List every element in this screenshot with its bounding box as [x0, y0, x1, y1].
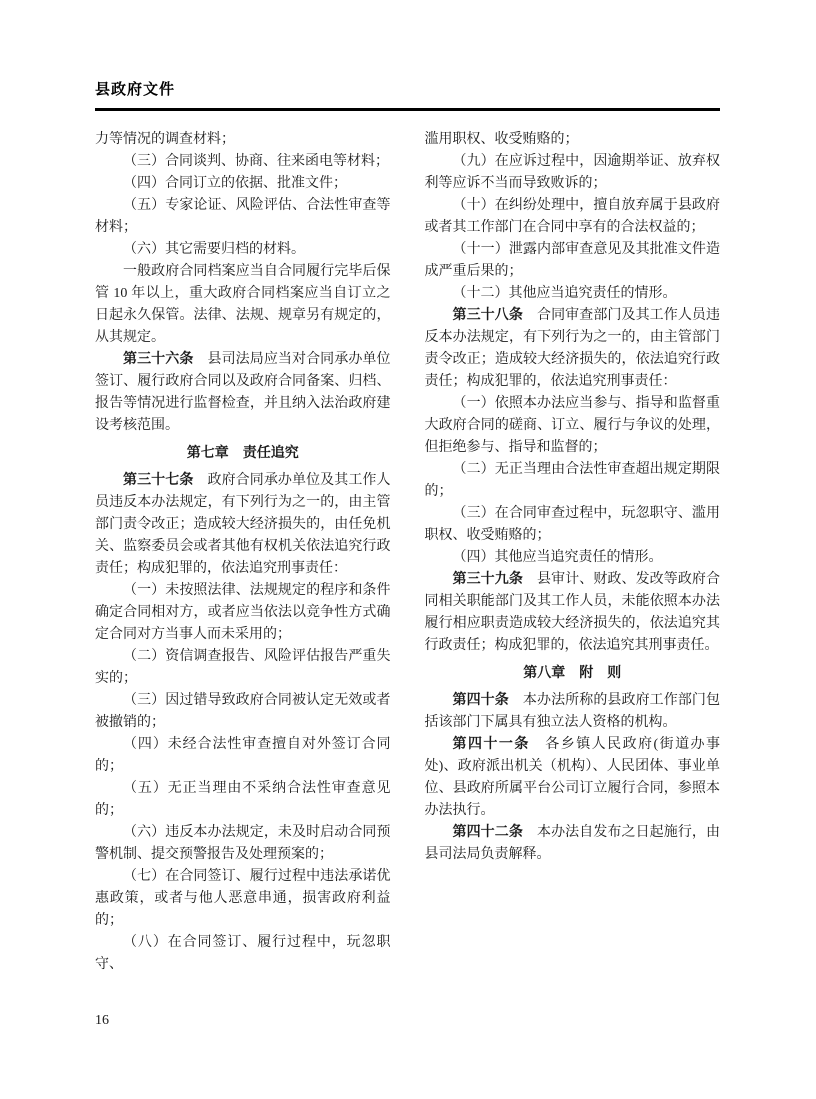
- paragraph: （十二）其他应当追究责任的情形。: [452, 286, 677, 301]
- article-number: 第三十六条: [123, 352, 194, 367]
- article-paragraph: 第三十八条 合同审查部门及其工作人员违反本办法规定，有下列行为之一的，由主管部门责令改正；造成较大经济损失的，依法追究行政责任；构成犯罪的，依法追究刑事责任：: [424, 308, 721, 389]
- paragraph: 一般政府合同档案应当自合同履行完毕后保管 10 年以上，重大政府合同档案应当自订立之日起永久保管。法律、法规、规章另有规定的，从其规定。: [95, 264, 391, 345]
- paragraph: （六）其它需要归档的材料。: [123, 242, 305, 257]
- paragraph: 力等情况的调查材料；: [95, 132, 235, 147]
- paragraph: （五）无正当理由不采纳合法性审查意见的；: [95, 781, 391, 818]
- article-paragraph: 第三十九条 县审计、财政、发改等政府合同相关职能部门及其工作人员，未能依照本办法履行相应职责造成较大经济损失的，依法追究其行政责任；构成犯罪的，依法追究其刑事责任。: [424, 572, 721, 653]
- document-body: [95, 129, 720, 976]
- article-paragraph: 第四十一条 各乡镇人民政府(街道办事处)、政府派出机关（机构）、人民团体、事业单位、县政府所属平台公司订立履行合同，参照本办法执行。: [424, 737, 720, 818]
- paragraph: （十）在纠纷处理中，擅自放弃属于县政府或者其工作部门在合同中享有的合法权益的；: [424, 198, 720, 235]
- paragraph: （五）专家论证、风险评估、合法性审查等材料；: [95, 198, 391, 235]
- article-number: 第三十七条: [123, 473, 194, 488]
- article-paragraph: 第四十二条 本办法自发布之日起施行，由县司法局负责解释。: [424, 825, 721, 862]
- article-number: 第四十一条: [452, 737, 530, 752]
- paragraph: （四）合同订立的依据、批准文件；: [123, 176, 347, 191]
- paragraph: （九）在应诉过程中，因逾期举证、放弃权利等应诉不当而导致败诉的；: [424, 154, 720, 191]
- paragraph: （八）在合同签订、履行过程中，玩忽职守、: [95, 935, 391, 972]
- paragraph: （一）依照本办法应当参与、指导和监督重大政府合同的磋商、订立、履行与争议的处理，但拒绝参与、指导和监督的；: [424, 396, 720, 455]
- document-header-title: 县政府文件: [95, 82, 176, 98]
- article-number: 第三十九条: [452, 572, 523, 587]
- chapter-heading: 第八章 附 则: [523, 666, 622, 681]
- header-divider-rule: [95, 108, 720, 111]
- paragraph: （四）未经合法性审查擅自对外签订合同的；: [95, 737, 391, 774]
- paragraph: 滥用职权、收受贿赂的；: [424, 132, 579, 147]
- page-number: 16: [95, 1013, 109, 1028]
- left-column: [95, 129, 391, 976]
- article-number: 第三十八条: [452, 308, 523, 323]
- paragraph: （一）未按照法律、法规规定的程序和条件确定合同相对方，或者应当依法以竞争性方式确定合同对方当事人而未采用的；: [95, 583, 391, 642]
- paragraph: （四）其他应当追究责任的情形。: [452, 550, 663, 565]
- paragraph: （六）违反本办法规定，未及时启动合同预警机制、提交预警报告及处理预案的；: [95, 825, 391, 862]
- right-column: [425, 129, 721, 976]
- article-number: 第四十条: [452, 693, 509, 708]
- paragraph: （十一）泄露内部审查意见及其批准文件造成严重后果的；: [424, 242, 720, 279]
- article-number: 第四十二条: [452, 825, 523, 840]
- article-paragraph: 第三十六条 县司法局应当对合同承办单位签订、履行政府合同以及政府合同备案、归档、报告等情况进行监督检查，并且纳入法治政府建设考核范围。: [95, 352, 391, 433]
- chapter-heading: 第七章 责任追究: [186, 446, 299, 461]
- article-paragraph: 第四十条 本办法所称的县政府工作部门包括该部门下属具有独立法人资格的机构。: [424, 693, 721, 730]
- paragraph: （七）在合同签订、履行过程中违法承诺优惠政策，或者与他人恶意串通，损害政府利益的；: [95, 869, 391, 928]
- article-paragraph: 第三十七条 政府合同承办单位及其工作人员违反本办法规定，有下列行为之一的，由主管部门责令改正；造成较大经济损失的，由任免机关、监察委员会或者其他有权机关依法追究行政责任；构成犯罪的，依法追究刑事责任：: [95, 473, 391, 576]
- paragraph: （三）因过错导致政府合同被认定无效或者被撤销的；: [95, 693, 391, 730]
- paragraph: （二）资信调查报告、风险评估报告严重失实的；: [95, 649, 391, 686]
- paragraph: （三）在合同审查过程中，玩忽职守、滥用职权、收受贿赂的；: [424, 506, 720, 543]
- paragraph: （三）合同谈判、协商、往来函电等材料；: [123, 154, 389, 169]
- paragraph: （二）无正当理由合法性审查超出规定期限的；: [424, 462, 720, 499]
